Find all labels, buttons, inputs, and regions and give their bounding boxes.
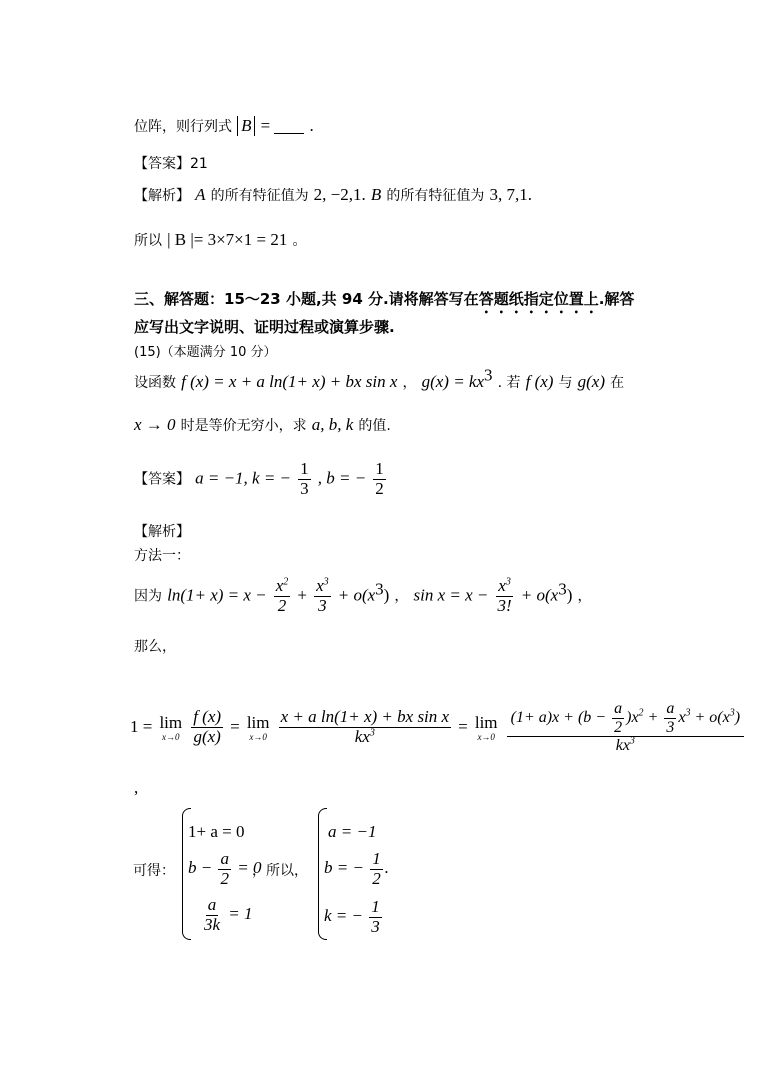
expr: b − [188,858,213,878]
fraction [369,898,382,936]
answer-line [134,460,388,498]
period: . [309,116,314,135]
fraction [202,896,222,934]
den: kx [615,737,630,755]
lim-sub: x→0 [249,731,267,742]
gx: g(x) [577,372,606,391]
text: 位阵，则行列式 [134,119,232,135]
sys1-row2 [188,850,261,888]
num: 1 [371,897,380,916]
analysis-label: 【解析】 [134,524,190,540]
fraction [314,577,331,615]
eigenvalue-line [134,185,532,205]
num: x [498,576,506,595]
fx: f (x) [525,372,554,391]
text: ， [402,375,417,391]
det-B: B [237,116,255,136]
analysis-label: 【解析】 [134,188,190,204]
equals: = [458,716,468,736]
result-expr: | B |= 3×7×1 = 21 [167,230,288,249]
plus: + [297,585,307,605]
sup: 2 [283,576,289,588]
sup: 3 [323,576,329,588]
paren: ) [383,585,390,605]
den: 2 [220,868,229,888]
fraction [191,708,223,746]
method-one: 方法一： [134,548,190,564]
text: 时是等价无穷小，求 [180,418,307,434]
expr: sin x = x − [413,585,489,605]
expr: (1+ a)x + (b − [510,708,607,726]
num: 1 [300,459,309,478]
expr: a = −1, k = − [195,468,292,488]
num: a [666,700,675,717]
den: 3 [371,916,380,936]
sup: 3 [375,579,384,599]
g-def: g(x) = kx [421,372,485,391]
den: 2 [277,595,287,615]
den: kx [354,726,370,746]
fraction [370,850,383,888]
fraction [612,700,624,736]
fraction [373,460,386,498]
lim-2 [247,713,270,742]
fraction [279,708,451,746]
num: x [316,576,324,595]
den: 3! [497,595,512,615]
expr: + o(x [520,585,559,605]
text: 。 [292,233,307,249]
series-line [134,577,591,615]
den: 3 [300,478,309,498]
abk: a, b, k [311,415,354,434]
so-label: ，所以， [252,863,308,879]
den: 3 [666,718,675,736]
equals: = [260,116,275,135]
lim-sub: x→0 [162,731,180,742]
obtain-label: 可得： [133,863,175,879]
expr: = 1 [228,904,253,924]
expr: k = − [324,906,363,926]
expr: b = − [324,858,364,878]
expr: , b = − [317,468,367,488]
fraction-big [507,700,744,755]
fraction [495,577,513,615]
answer-21: 【答案】21 [134,156,208,172]
determinant-line [134,116,314,136]
fraction [218,850,231,888]
sup: 3 [685,707,691,719]
fraction [298,460,311,498]
den: 2 [375,478,384,498]
problem-statement-1 [134,365,625,392]
expr: + o(x [694,708,730,726]
sup: 3 [558,579,567,599]
text: 因为 [134,588,162,605]
sys1-row1: 1+ a = 0 [188,822,245,841]
den: 3k [204,914,221,934]
lim-sub: x→0 [477,731,495,742]
matrix-A: A [195,185,206,204]
lim-3 [475,713,498,742]
one-eq: 1 = [130,716,153,736]
sys1-row3 [200,896,253,934]
num: 1 [375,459,384,478]
paren: ) [734,708,741,726]
text: 的所有特征值为 [210,188,309,204]
section-heading-2: 应写出文字说明、证明过程或演算步骤. [134,318,395,336]
text: .解答 [598,290,635,308]
expr: = 0 [237,858,262,878]
problem-title: (15)（本题满分 10 分） [134,345,277,360]
text: 在 [610,375,625,391]
sys2-row1: a = −1 [328,822,377,841]
determinant-result [134,230,306,250]
text: . 若 [497,375,521,391]
text: 三、解答题：15～23 小题,共 94 分.请将解答写在 [134,290,479,308]
num: x [275,576,284,595]
lim-1 [159,713,182,742]
paren: ) [566,585,573,605]
sup: 2 [638,707,644,719]
period: . [384,858,389,878]
num: a [614,700,623,717]
den: 3 [318,595,327,615]
answer-label: 【答案】 [134,471,190,488]
text: ， [577,588,592,605]
num: a [207,895,217,914]
answer-blank [274,119,304,134]
text: 的值. [358,418,391,434]
expr: ln(1+ x) = x − [167,585,267,605]
text: 与 [558,375,573,391]
x-to-0: x → 0 [134,415,176,434]
emphasis-text: 答题纸指定位置上 [478,290,599,308]
text: ， [394,588,409,605]
equals: = [230,716,240,736]
eigenvalues-B: 3, 7,1. [489,185,532,204]
sup: 3 [505,576,511,588]
expr: )x [626,708,639,726]
expr: x [678,708,686,726]
sup: 3 [629,735,635,747]
comma: , [134,778,139,797]
problem-statement-2 [134,415,391,435]
sup: 3 [484,365,493,385]
limit-equation [130,700,746,755]
sys2-row2 [324,850,389,888]
den: g(x) [193,726,221,746]
num: 1 [372,849,381,868]
section-heading-1 [134,288,634,317]
lim: lim [474,712,498,732]
eigenvalues-A: 2, −2,1. [313,185,366,204]
sys2-row3 [324,898,384,936]
plus: + [647,708,659,726]
num: x + a ln(1+ x) + bx sin x [280,707,450,727]
f-def: f (x) = x + a ln(1+ x) + bx sin x [181,372,398,391]
fraction [274,577,291,615]
lim: lim [246,712,270,732]
expr: + o(x [337,585,376,605]
den: 2 [372,868,381,888]
text: 所以 [134,233,162,249]
then-label: 那么， [134,639,176,655]
text: 的所有特征值为 [386,188,485,204]
text: 设函数 [134,375,176,391]
fraction [664,700,676,736]
matrix-B: B [370,185,382,204]
num: f (x) [193,707,222,727]
den: 2 [614,718,623,736]
sup: 3 [369,727,375,739]
num: a [220,849,229,868]
sup: 3 [729,707,735,719]
lim: lim [159,712,183,732]
